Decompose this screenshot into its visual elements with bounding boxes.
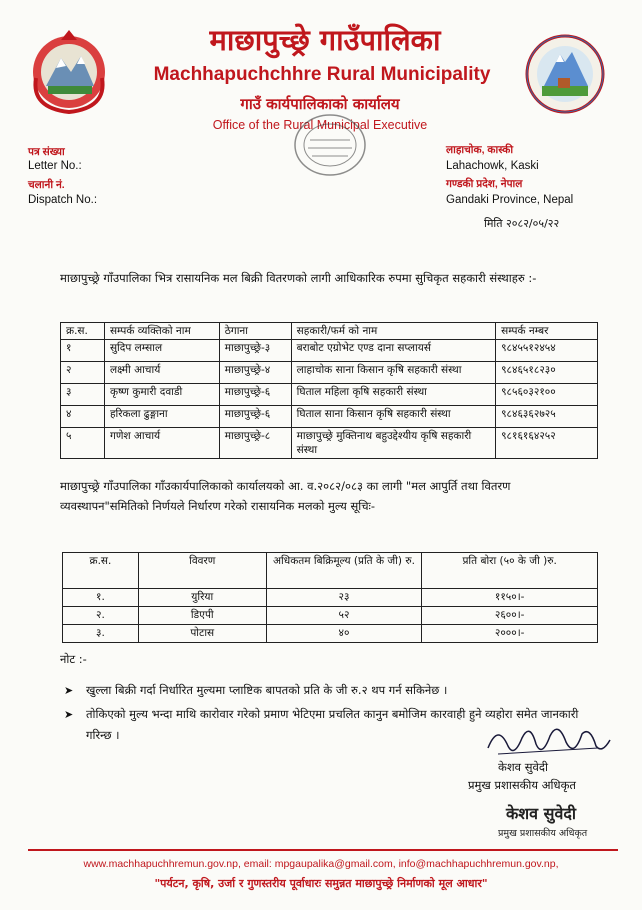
- arrow-bullet-icon: ➤: [64, 708, 74, 721]
- note-label: नोट :-: [60, 652, 87, 666]
- cell-person: कृष्ण कुमारी दवाडी: [104, 384, 219, 406]
- office-title-en: Office of the Rural Municipal Executive: [212, 118, 428, 132]
- cell-phone: ९८४६३६२७२५: [496, 406, 598, 428]
- cell-phone: ९८१६१६४२५२: [496, 428, 598, 459]
- cell-address: माछापुच्छ्रे-६: [219, 384, 291, 406]
- header-address: ठेगाना: [219, 323, 291, 340]
- table-row: [61, 340, 598, 362]
- note-text: खुल्ला बिक्री गर्दा निर्धारित मुल्यमा प्लाष्टिक बापतको प्रति के जी रु.२ थप गर्न सकिनेछ ।: [86, 683, 448, 697]
- header-contact-number: सम्पर्क नम्बर: [496, 323, 598, 340]
- nepal-emblem-icon: [26, 28, 112, 116]
- header-per-sack: प्रति बोरा (५० के जी )रु.: [422, 553, 598, 589]
- letter-no-label: Letter No.:: [28, 160, 82, 172]
- cell-cooperative: माछापुच्छ्रे मुक्तिनाथ बहुउद्देश्यीय कृषि सहकारी संस्था: [291, 428, 495, 459]
- cell-fertilizer: पोटास: [138, 625, 266, 643]
- table-row: [61, 428, 598, 459]
- table-row: [63, 625, 598, 643]
- cell-sn: ४: [61, 406, 105, 428]
- address-np: लाहाचोक, कास्की: [446, 144, 514, 156]
- note-text: तोकिएको मुल्य भन्दा माथि कारोवार गरेको प्रमाण भेटिएमा प्रचलित कानुन बमोजिम कारवाही हुने व्यहोरा समेत जानकारी गरिन्छ ।: [86, 707, 579, 742]
- dispatch-no-label: Dispatch No.:: [28, 194, 98, 206]
- table-row: [61, 384, 598, 406]
- cell-address: माछापुच्छ्रे-८: [219, 428, 291, 459]
- cell-price-kg: २३: [266, 589, 422, 607]
- cell-person: हरिकला ढुङ्गाना: [104, 406, 219, 428]
- table-row: [63, 589, 598, 607]
- cell-price-kg: ४०: [266, 625, 422, 643]
- cell-phone: ९८५६०३२१००: [496, 384, 598, 406]
- cell-price-kg: ५२: [266, 607, 422, 625]
- fertilizer-price-table: [62, 552, 598, 643]
- signature-scrawl-icon: [478, 718, 618, 762]
- cell-cooperative: बराबोट एग्रोभेट एण्ड दाना सप्लायर्स: [291, 340, 495, 362]
- dispatch-no-label-np: चलानी नं.: [28, 179, 65, 191]
- cell-address: माछापुच्छ्रे-४: [219, 362, 291, 384]
- signatory-designation: प्रमुख प्रशासकीय अधिकृत: [468, 778, 576, 792]
- cell-sn: १: [61, 340, 105, 362]
- letter-no-label-np: पत्र संख्या: [28, 146, 65, 158]
- intro-paragraph: माछापुच्छ्रे गाँउपालिका भित्र रासायनिक मल बिक्री वितरणको लागी आधिकारिक रुपमा सुचिकृत सहकारी संस्थाहरु :-: [60, 271, 537, 285]
- cell-cooperative: घिताल साना किसान कृषि सहकारी संस्था: [291, 406, 495, 428]
- footer-contact: www.machhapuchhremun.gov.np, email: mpgaupalika@gmail.com, info@machhapuchhremun.gov.np,: [83, 858, 559, 870]
- province-np: गण्डकी प्रदेश, नेपाल: [446, 178, 523, 190]
- stamp-name: केशव सुवेदी: [506, 804, 576, 823]
- province-en: Gandaki Province, Nepal: [446, 194, 574, 206]
- cell-price-sack: २०००।-: [422, 625, 598, 643]
- table-row: [61, 362, 598, 384]
- cell-phone: ९८४५५१२४५४: [496, 340, 598, 362]
- cell-sn: १.: [63, 589, 139, 607]
- table-row: [61, 406, 598, 428]
- cell-sn: २.: [63, 607, 139, 625]
- arrow-bullet-icon: ➤: [64, 684, 74, 697]
- table-row: [63, 607, 598, 625]
- cell-address: माछापुच्छ्रे-६: [219, 406, 291, 428]
- footer-divider: [28, 849, 618, 851]
- cell-phone: ९८४६५१८२३०: [496, 362, 598, 384]
- table-header-row: [63, 553, 598, 589]
- price-intro-paragraph: माछापुच्छ्रे गाँउपालिका गाँउकार्यपालिकाको कार्यालयको आ. व.२०८२/०८३ का लागी "मल आपुर्ति तथा वितरण व्यवस्थापन"समितिको निर्णयले निर्धारण गरेको रासायनिक मलको मुल्य सूचिः-: [60, 479, 511, 513]
- municipality-title-np: माछापुच्छ्रे गाउँपालिका: [209, 23, 441, 57]
- header-sn: क्र.स.: [63, 553, 139, 589]
- stamp-designation: प्रमुख प्रशासकीय अधिकृत: [498, 828, 588, 839]
- header-description: विवरण: [138, 553, 266, 589]
- cell-sn: ५: [61, 428, 105, 459]
- office-title-np: गाउँ कार्यपालिकाको कार्यालय: [240, 95, 400, 113]
- footer-slogan: "पर्यटन, कृषि, उर्जा र गुणस्तरीय पूर्वाधारः समुन्नत माछापुच्छ्रे निर्माणको मूल आधार": [154, 877, 488, 890]
- cell-fertilizer: डिएपी: [138, 607, 266, 625]
- cell-cooperative: घिताल महिला कृषि सहकारी संस्था: [291, 384, 495, 406]
- cell-person: सुदिप लम्साल: [104, 340, 219, 362]
- cell-sn: ३.: [63, 625, 139, 643]
- note-item: [64, 680, 606, 701]
- cooperatives-table: [60, 322, 598, 459]
- municipality-title-en: Machhapuchchhre Rural Municipality: [153, 64, 491, 85]
- header-max-price: अधिकतम बिक्रिमूल्य (प्रति के जी) रु.: [266, 553, 422, 589]
- cell-price-sack: ११५०।-: [422, 589, 598, 607]
- header-contact-person: सम्पर्क व्यक्तिको नाम: [104, 323, 219, 340]
- address-en: Lahachowk, Kaski: [446, 160, 539, 172]
- cell-cooperative: लाहाचोक साना किसान कृषि सहकारी संस्था: [291, 362, 495, 384]
- cell-address: माछापुच्छ्रे-३: [219, 340, 291, 362]
- cell-person: गणेश आचार्य: [104, 428, 219, 459]
- header-cooperative-name: सहकारी/फर्म को नाम: [291, 323, 495, 340]
- cell-sn: २: [61, 362, 105, 384]
- letter-date: मिति २०८२/०५/२२: [484, 217, 560, 230]
- office-seal-icon: [292, 112, 368, 178]
- cell-sn: ३: [61, 384, 105, 406]
- signatory-name: केशव सुवेदी: [498, 760, 548, 774]
- municipality-logo-icon: [522, 30, 608, 118]
- cell-price-sack: २६००।-: [422, 607, 598, 625]
- table-header-row: [61, 323, 598, 340]
- cell-fertilizer: युरिया: [138, 589, 266, 607]
- header-sn: क्र.स.: [61, 323, 105, 340]
- cell-person: लक्ष्मी आचार्य: [104, 362, 219, 384]
